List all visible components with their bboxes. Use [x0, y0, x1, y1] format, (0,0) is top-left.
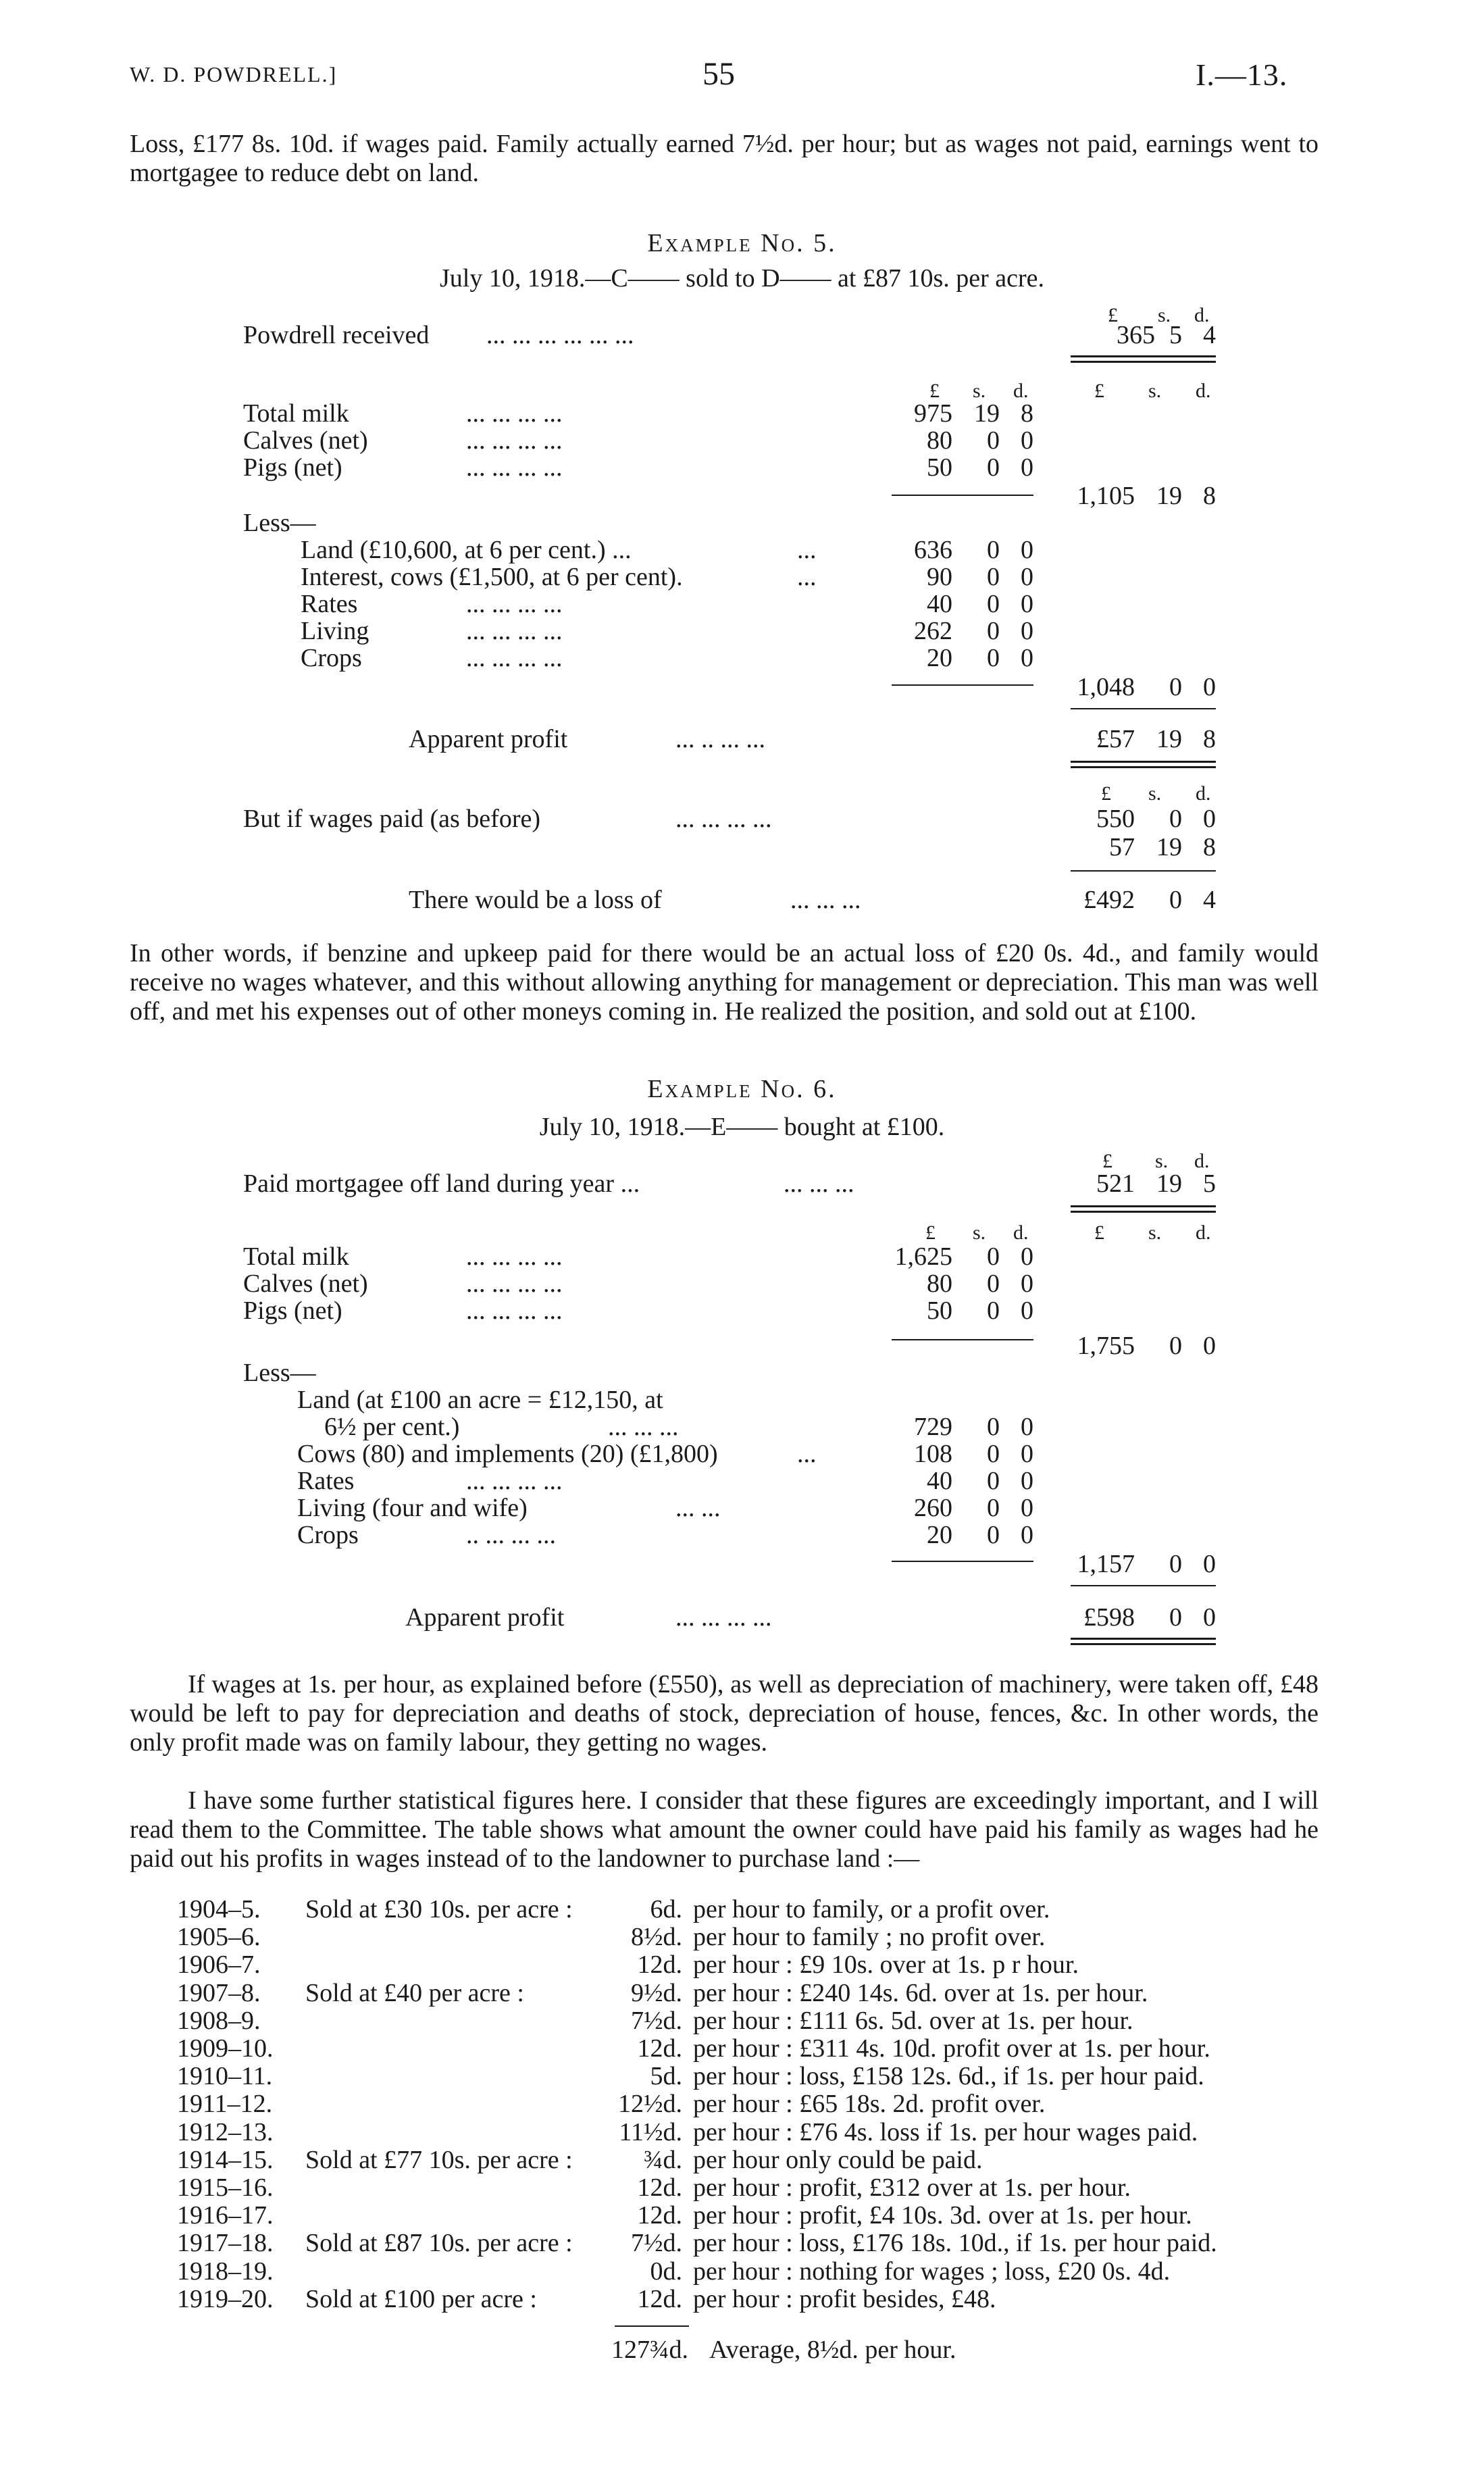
ex6-income-shillings-2: 0 [987, 1297, 1000, 1325]
ex6-paid-pounds: 521 [1096, 1169, 1135, 1198]
ex5-income-pence-0: 8 [1021, 399, 1033, 428]
ex5-apparent-profit-shillings: 19 [1156, 725, 1182, 753]
ex5-received-dots: ... ... ... ... ... ... [486, 321, 634, 349]
ex5-header-pounds-inner: £ [929, 380, 940, 402]
ex6-expense-shillings-4: 0 [987, 1521, 1000, 1549]
table-row-sale: Sold at £87 10s. per acre : [305, 2229, 573, 2257]
table-row-note: per hour : £9 10s. over at 1s. p r hour. [693, 1951, 1079, 1979]
ex6-income-pounds-0: 1,625 [894, 1242, 952, 1271]
ex5-loss-label: There would be a loss of [409, 886, 662, 914]
ex5-expense-shillings-1: 0 [987, 563, 1000, 591]
ex6-header-pounds-right-2: £ [1094, 1222, 1104, 1244]
table-row-year: 1907–8. [177, 1979, 261, 2007]
years-table-total-rate: 127¾d. [611, 2336, 688, 2364]
ex6-expense-total-rule [1071, 1585, 1216, 1586]
ex5-apparent-profit-label: Apparent profit [409, 725, 568, 753]
ex6-less-label: Less— [243, 1359, 316, 1387]
table-row-rate: 12½d. [618, 2090, 682, 2118]
ex5-expense-dots-1: ... [797, 563, 817, 591]
ex6-land-line-1: Land (at £100 an acre = £12,150, at [297, 1386, 663, 1414]
table-row-rate: 12d. [637, 2201, 682, 2230]
table-row-note: per hour : £76 4s. loss if 1s. per hour wages paid. [693, 2118, 1198, 2146]
ex6-expense-pence-0: 0 [1021, 1413, 1033, 1441]
ex6-header-shillings-inner: s. [973, 1222, 986, 1244]
ex5-apparent-profit-double-rule-2 [1071, 766, 1216, 768]
ex5-received-pence: 4 [1203, 321, 1216, 349]
ex6-income-dots-1: ... ... ... ... [466, 1269, 563, 1298]
table-row-rate: 7½d. [631, 2007, 682, 2035]
table-row-rate: 8½d. [631, 1923, 682, 1951]
ex6-income-rule [892, 1339, 1033, 1340]
ex5-wages-profit-pence: 8 [1203, 833, 1216, 861]
ex6-expense-pence-3: 0 [1021, 1494, 1033, 1522]
table-row-year: 1911–12. [177, 2090, 273, 2118]
ex5-income-dots-2: ... ... ... ... [466, 453, 563, 482]
ex5-expense-pounds-2: 40 [927, 590, 952, 618]
ex6-expense-pence-4: 0 [1021, 1521, 1033, 1549]
ex6-income-dots-0: ... ... ... ... [466, 1242, 563, 1271]
ex5-loss-pence: 4 [1203, 886, 1216, 914]
ex5-income-shillings-2: 0 [987, 453, 1000, 482]
table-row-note: per hour to family, or a profit over. [693, 1895, 1050, 1923]
table-row-rate: ¾d. [644, 2146, 682, 2174]
ex5-income-shillings-0: 19 [974, 399, 1000, 428]
ex5-income-total-pounds: 1,105 [1077, 482, 1135, 510]
ex6-expense-pounds-2: 40 [927, 1467, 952, 1495]
table-row-note: per hour : £65 18s. 2d. profit over. [693, 2090, 1046, 2118]
ex6-expense-total-pence: 0 [1203, 1550, 1216, 1578]
ex6-expense-pounds-0: 729 [914, 1413, 952, 1441]
ex5-expense-pounds-1: 90 [927, 563, 952, 591]
table-row-note: per hour : £311 4s. 10d. profit over at 1s. per hour. [693, 2034, 1210, 2063]
document-reference: I.—13. [1196, 57, 1288, 92]
ex6-expense-rule [892, 1561, 1033, 1562]
running-head-author: W. D. POWDRELL.] [130, 62, 338, 86]
table-row-year: 1909–10. [177, 2034, 274, 2063]
ex5-expense-label-4: Crops [301, 644, 362, 672]
table-row-note: per hour : £111 6s. 5d. over at 1s. per hour. [693, 2007, 1133, 2035]
table-row-year: 1904–5. [177, 1895, 261, 1923]
table-row-rate: 9½d. [631, 1979, 682, 2007]
ex6-expense-pounds-1: 108 [914, 1440, 952, 1468]
table-row-year: 1908–9. [177, 2007, 261, 2035]
ex5-header-pounds-right-2: £ [1094, 380, 1104, 402]
ex5-income-label-2: Pigs (net) [243, 453, 342, 482]
ex6-expense-label-2: Rates [297, 1467, 355, 1495]
ex6-expense-shillings-1: 0 [987, 1440, 1000, 1468]
ex6-paid-dots: ... ... ... [784, 1169, 854, 1198]
ex5-header-shillings-right-2: s. [1148, 380, 1162, 402]
ex5-income-shillings-1: 0 [987, 426, 1000, 455]
table-row-year: 1914–15. [177, 2146, 274, 2174]
table-row-note: per hour to family ; no profit over. [693, 1923, 1046, 1951]
table-row-rate: 0d. [650, 2257, 682, 2286]
ex5-expense-pounds-3: 262 [914, 617, 952, 645]
table-row-sale: Sold at £100 per acre : [305, 2285, 537, 2313]
ex6-expense-shillings-2: 0 [987, 1467, 1000, 1495]
ex6-expense-shillings-3: 0 [987, 1494, 1000, 1522]
ex5-expense-dots-3: ... ... ... ... [466, 617, 563, 645]
ex5-header-pence-inner: d. [1013, 380, 1029, 402]
ex5-income-pounds-1: 80 [927, 426, 952, 455]
ex5-wages-pence: 0 [1203, 805, 1216, 833]
ex5-loss-pounds: £492 [1083, 886, 1135, 914]
ex6-income-total-pence: 0 [1203, 1332, 1216, 1360]
ex6-header-pounds-inner: £ [925, 1222, 936, 1244]
table-row-year: 1916–17. [177, 2201, 274, 2230]
ex5-received-double-rule-2 [1071, 361, 1216, 363]
ex5-expense-total-shillings: 0 [1169, 673, 1182, 701]
table-row-rate: 7½d. [631, 2229, 682, 2257]
ex5-header-shillings-wages: s. [1148, 782, 1162, 805]
ex5-income-dots-1: ... ... ... ... [466, 426, 563, 455]
table-row-rate: 6d. [650, 1895, 682, 1923]
table-row-year: 1917–18. [177, 2229, 274, 2257]
paragraph-after-example6-a: If wages at 1s. per hour, as explained before (£550), as well as depreciation of machinery, were taken off, £48 would be left to pay for depreciation and deaths of stock, depreciation of house, fences, &c. In other words, the only profit made was on family labour, they getting no wages. [130, 1670, 1319, 1757]
ex6-paid-double-rule-1 [1071, 1205, 1216, 1207]
ex6-expense-dots-2: ... ... ... ... [466, 1467, 563, 1495]
ex5-income-pence-2: 0 [1021, 453, 1033, 482]
ex5-header-shillings-right: s. [1158, 304, 1171, 326]
ex6-expense-dots-3: ... ... [675, 1494, 721, 1522]
table-row-sale: Sold at £40 per acre : [305, 1979, 524, 2007]
ex6-paid-double-rule-2 [1071, 1211, 1216, 1213]
ex6-apparent-profit-label: Apparent profit [405, 1603, 565, 1632]
ex6-expense-pounds-3: 260 [914, 1494, 952, 1522]
ex5-wages-profit-pounds: 57 [1109, 833, 1135, 861]
ex5-apparent-profit-dots: ... .. ... ... [675, 725, 765, 753]
ex6-expense-label-3: Living (four and wife) [297, 1494, 528, 1522]
ex6-income-pounds-1: 80 [927, 1269, 952, 1298]
ex5-expense-rule [892, 684, 1033, 686]
ex5-expense-pence-1: 0 [1021, 563, 1033, 591]
table-row-year: 1915–16. [177, 2173, 274, 2202]
ex5-received-double-rule-1 [1071, 355, 1216, 357]
ex5-income-pence-1: 0 [1021, 426, 1033, 455]
ex5-wages-profit-shillings: 19 [1156, 833, 1182, 861]
ex6-expense-pence-2: 0 [1021, 1467, 1033, 1495]
ex6-income-label-2: Pigs (net) [243, 1297, 342, 1325]
ex6-apparent-profit-pence: 0 [1203, 1603, 1216, 1632]
ex5-expense-pounds-0: 636 [914, 536, 952, 564]
table-row-year: 1919–20. [177, 2285, 274, 2313]
ex5-expense-shillings-4: 0 [987, 644, 1000, 672]
ex5-header-pence-right: d. [1194, 304, 1210, 326]
ex5-expense-pence-2: 0 [1021, 590, 1033, 618]
ex6-income-total-pounds: 1,755 [1077, 1332, 1135, 1360]
example5-title: Example No. 5. [647, 229, 837, 257]
ex6-paid-pence: 5 [1203, 1169, 1216, 1198]
ex5-income-label-1: Calves (net) [243, 426, 368, 455]
example5-subtitle: July 10, 1918.—C—— sold to D—— at £87 10s. per acre. [439, 264, 1045, 293]
ex5-received-shillings: 5 [1169, 321, 1182, 349]
ex5-expense-dots-0: ... [797, 536, 817, 564]
ex5-apparent-profit-pence: 8 [1203, 725, 1216, 753]
ex5-expense-label-1: Interest, cows (£1,500, at 6 per cent). [301, 563, 683, 591]
ex5-wages-rule [1071, 870, 1216, 872]
ex6-income-label-1: Calves (net) [243, 1269, 368, 1298]
ex5-expense-pence-4: 0 [1021, 644, 1033, 672]
ex6-apparent-profit-pounds: £598 [1083, 1603, 1135, 1632]
ex6-expense-pounds-4: 20 [927, 1521, 952, 1549]
ex5-header-pounds-right: £ [1108, 304, 1118, 326]
table-row-year: 1905–6. [177, 1923, 261, 1951]
ex5-loss-shillings: 0 [1169, 886, 1182, 914]
ex5-income-pounds-2: 50 [927, 453, 952, 482]
ex5-less-label: Less— [243, 509, 316, 537]
table-row-rate: 12d. [637, 1951, 682, 1979]
ex6-income-dots-2: ... ... ... ... [466, 1297, 563, 1325]
ex6-expense-dots-1: ... [797, 1440, 817, 1468]
ex5-expense-dots-2: ... ... ... ... [466, 590, 563, 618]
ex6-header-shillings-right-2: s. [1148, 1222, 1162, 1244]
ex5-expense-dots-4: ... ... ... ... [466, 644, 563, 672]
table-row-year: 1910–11. [177, 2062, 273, 2090]
ex6-expense-pence-1: 0 [1021, 1440, 1033, 1468]
ex6-income-shillings-0: 0 [987, 1242, 1000, 1271]
ex6-header-pounds-right: £ [1102, 1150, 1112, 1172]
ex6-expense-label-1: Cows (80) and implements (20) (£1,800) [297, 1440, 718, 1468]
page-number: 55 [702, 56, 735, 92]
ex5-expense-label-2: Rates [301, 590, 358, 618]
ex5-expense-label-3: Living [301, 617, 369, 645]
ex5-wages-pounds: 550 [1096, 805, 1135, 833]
ex5-expense-shillings-0: 0 [987, 536, 1000, 564]
ex6-expense-dots-0: ... ... ... [608, 1413, 679, 1441]
ex6-apparent-profit-double-rule-2 [1071, 1643, 1216, 1645]
table-row-year: 1906–7. [177, 1951, 261, 1979]
ex6-header-pence-right: d. [1194, 1150, 1210, 1172]
table-row-year: 1918–19. [177, 2257, 274, 2286]
table-row-rate: 12d. [637, 2285, 682, 2313]
table-row-note: per hour : loss, £176 18s. 10d., if 1s. per hour paid. [693, 2229, 1217, 2257]
table-row-sale: Sold at £77 10s. per acre : [305, 2146, 573, 2174]
ex6-income-shillings-1: 0 [987, 1269, 1000, 1298]
ex5-expense-total-pounds: 1,048 [1077, 673, 1135, 701]
ex6-apparent-profit-dots: ... ... ... ... [675, 1603, 772, 1632]
ex6-expense-shillings-0: 0 [987, 1413, 1000, 1441]
ex6-income-pence-2: 0 [1021, 1297, 1033, 1325]
ex5-header-shillings-inner: s. [973, 380, 986, 402]
ex6-land-line-2: 6½ per cent.) [324, 1413, 460, 1441]
ex5-expense-pounds-4: 20 [927, 644, 952, 672]
ex6-expense-total-pounds: 1,157 [1077, 1550, 1135, 1578]
table-row-note: per hour : £240 14s. 6d. over at 1s. per hour. [693, 1979, 1148, 2007]
ex5-apparent-profit-double-rule-1 [1071, 761, 1216, 763]
ex6-income-pence-0: 0 [1021, 1242, 1033, 1271]
ex6-income-total-shillings: 0 [1169, 1332, 1182, 1360]
ex5-income-dots-0: ... ... ... ... [466, 399, 563, 428]
ex6-apparent-profit-double-rule-1 [1071, 1638, 1216, 1640]
example6-subtitle: July 10, 1918.—E—— bought at £100. [539, 1113, 945, 1141]
ex6-expense-label-4: Crops [297, 1521, 359, 1549]
ex5-expense-total-pence: 0 [1203, 673, 1216, 701]
ex5-loss-dots: ... ... ... [790, 886, 861, 914]
paragraph-after-example6-b: I have some further statistical figures here. I consider that these figures are exceedingly important, and I will read them to the Committee. The table shows what amount the owner could have paid his family as wages had he paid out his profits in wages instead of to the landowner to purchase land :— [130, 1786, 1319, 1873]
ex5-expense-total-rule [1071, 708, 1216, 709]
ex6-paid-shillings: 19 [1156, 1169, 1182, 1198]
ex6-header-pence-inner: d. [1013, 1222, 1029, 1244]
ex5-income-label-0: Total milk [243, 399, 349, 428]
ex5-expense-shillings-2: 0 [987, 590, 1000, 618]
years-table-average: Average, 8½d. per hour. [709, 2336, 956, 2364]
ex5-income-pounds-0: 975 [914, 399, 952, 428]
ex6-header-shillings-right: s. [1155, 1150, 1169, 1172]
ex5-apparent-profit-pounds: £57 [1096, 725, 1135, 753]
example6-title: Example No. 6. [647, 1075, 837, 1103]
table-row-rate: 12d. [637, 2173, 682, 2202]
table-row-note: per hour : profit, £4 10s. 3d. over at 1s. per hour. [693, 2201, 1192, 2230]
ex5-header-pounds-wages: £ [1101, 782, 1111, 805]
ex5-expense-shillings-3: 0 [987, 617, 1000, 645]
years-table-sum-rule [615, 2325, 689, 2327]
table-row-note: per hour : profit, £312 over at 1s. per hour. [693, 2173, 1131, 2202]
ex5-wages-shillings: 0 [1169, 805, 1182, 833]
ex6-paid-label: Paid mortgagee off land during year ... [243, 1169, 640, 1198]
table-row-note: per hour : profit besides, £48. [693, 2285, 996, 2313]
ex5-received-pounds: 365 [1117, 321, 1155, 349]
table-row-rate: 11½d. [619, 2118, 682, 2146]
ex5-expense-pence-3: 0 [1021, 617, 1033, 645]
table-row-year: 1912–13. [177, 2118, 274, 2146]
ex6-expense-total-shillings: 0 [1169, 1550, 1182, 1578]
ex5-wages-label: But if wages paid (as before) [243, 805, 541, 833]
ex5-income-total-pence: 8 [1203, 482, 1216, 510]
table-row-rate: 5d. [650, 2062, 682, 2090]
ex6-income-pounds-2: 50 [927, 1297, 952, 1325]
ex6-income-pence-1: 0 [1021, 1269, 1033, 1298]
intro-paragraph: Loss, £177 8s. 10d. if wages paid. Family actually earned 7½d. per hour; but as wages not paid, earnings went to mortgagee to reduce debt on land. [130, 130, 1319, 187]
ex6-expense-dots-4: .. ... ... ... [466, 1521, 556, 1549]
ex5-header-pence-wages: d. [1196, 782, 1211, 805]
ex5-header-pence-right-2: d. [1196, 380, 1211, 402]
ex6-header-pence-right-2: d. [1196, 1222, 1211, 1244]
ex6-apparent-profit-shillings: 0 [1169, 1603, 1182, 1632]
ex5-income-total-shillings: 19 [1156, 482, 1182, 510]
table-row-rate: 12d. [637, 2034, 682, 2063]
table-row-note: per hour : nothing for wages ; loss, £20 0s. 4d. [693, 2257, 1171, 2286]
ex5-wages-dots: ... ... ... ... [675, 805, 772, 833]
ex5-income-rule [892, 495, 1033, 496]
ex5-received-label: Powdrell received [243, 321, 430, 349]
table-row-sale: Sold at £30 10s. per acre : [305, 1895, 573, 1923]
table-row-note: per hour only could be paid. [693, 2146, 983, 2174]
ex6-income-label-0: Total milk [243, 1242, 349, 1271]
paragraph-after-example5: In other words, if benzine and upkeep paid for there would be an actual loss of £20 0s. 4d., and family would receive no wages whatever, and this without allowing anything for management or depreciation. This man was well off, and met his expenses out of other moneys coming in. He realized the position, and sold out at £100. [130, 939, 1319, 1026]
ex5-expense-label-0: Land (£10,600, at 6 per cent.) ... [301, 536, 632, 564]
ex5-expense-pence-0: 0 [1021, 536, 1033, 564]
table-row-note: per hour : loss, £158 12s. 6d., if 1s. per hour paid. [693, 2062, 1204, 2090]
